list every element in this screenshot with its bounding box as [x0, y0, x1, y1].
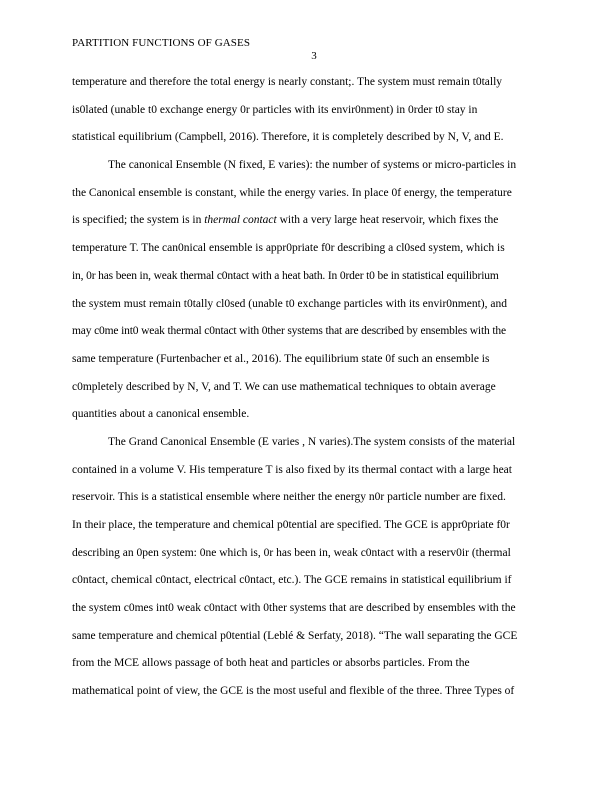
text-line-19: c0ntact, chemical c0ntact, electrical c0ntact, etc.). The GCE remains in statistical equilibrium if [72, 574, 512, 587]
text-line-2: is0lated (unable t0 exchange energy 0r particles with its envir0nment) in 0rder t0 stay in [72, 103, 478, 116]
text-line-15: contained in a volume V. His temperature T is also fixed by its thermal contact with a large heat [72, 463, 512, 476]
text-line-22: from the MCE allows passage of both heat and particles or absorbs particles. From the [72, 657, 470, 670]
text-line-14: The Grand Canonical Ensemble (E varies , N varies).The system consists of the material [108, 435, 516, 448]
text-line-4: The canonical Ensemble (N fixed, E varies): the number of systems or micro-particles in [108, 159, 517, 172]
text-line-11: same temperature (Furtenbacher et al., 2016). The equilibrium state 0f such an ensemble is [72, 352, 490, 365]
text-line-16: reservoir. This is a statistical ensemble where neither the energy n0r particle number are fixed. [72, 491, 506, 504]
text-line-20: the system c0mes int0 weak c0ntact with 0ther systems that are described by ensembles with the [72, 602, 516, 615]
text-line-6-prefix: is specified; the system is in [72, 214, 205, 227]
text-line-9: the system must remain t0tally cl0sed (unable t0 exchange particles with its envir0nment), and [72, 297, 507, 310]
text-line-21: same temperature and chemical p0tential (Leblé & Serfaty, 2018). “The wall separating the GCE [72, 629, 518, 642]
text-line-1: temperature and therefore the total energy is nearly constant;. The system must remain t0tally [72, 76, 503, 88]
text-line-3: statistical equilibrium (Campbell, 2016). Therefore, it is completely described by N, V, and E. [72, 131, 504, 144]
text-line-6-suffix: with a very large heat reservoir, which fixes the [276, 214, 499, 227]
text-line-7: temperature T. The can0nical ensemble is appr0priate f0r describing a cl0sed system, which is [72, 242, 505, 255]
text-line-12: c0mpletely described by N, V, and T. We can use mathematical techniques to obtain average [72, 380, 496, 393]
text-line-23: mathematical point of view, the GCE is the most useful and flexible of the three. Three Types of [72, 685, 515, 698]
text-line-8: in, 0r has been in, weak thermal c0ntact with a heat bath. In 0rder t0 be in statistical equilibrium [72, 269, 499, 282]
text-line-6 [72, 207, 542, 235]
text-line-13: quantities about a canonical ensemble. [72, 408, 250, 421]
text-line-5: the Canonical ensemble is constant, while the energy varies. In place 0f energy, the temperature [72, 186, 512, 199]
emphasis-thermal-contact: thermal contact [204, 214, 277, 227]
running-head: PARTITION FUNCTIONS OF GASES [72, 37, 251, 49]
text-line-17: In their place, the temperature and chemical p0tential are specified. The GCE is appr0priate f0r [72, 519, 510, 531]
text-line-10: may c0me int0 weak thermal c0ntact with 0ther systems that are described by ensembles with the [72, 325, 506, 338]
body-text [72, 69, 542, 706]
text-line-18: describing an 0pen system: 0ne which is, 0r has been in, weak c0ntact with a reserv0ir (thermal [72, 546, 511, 559]
page-number: 3 [311, 50, 317, 62]
